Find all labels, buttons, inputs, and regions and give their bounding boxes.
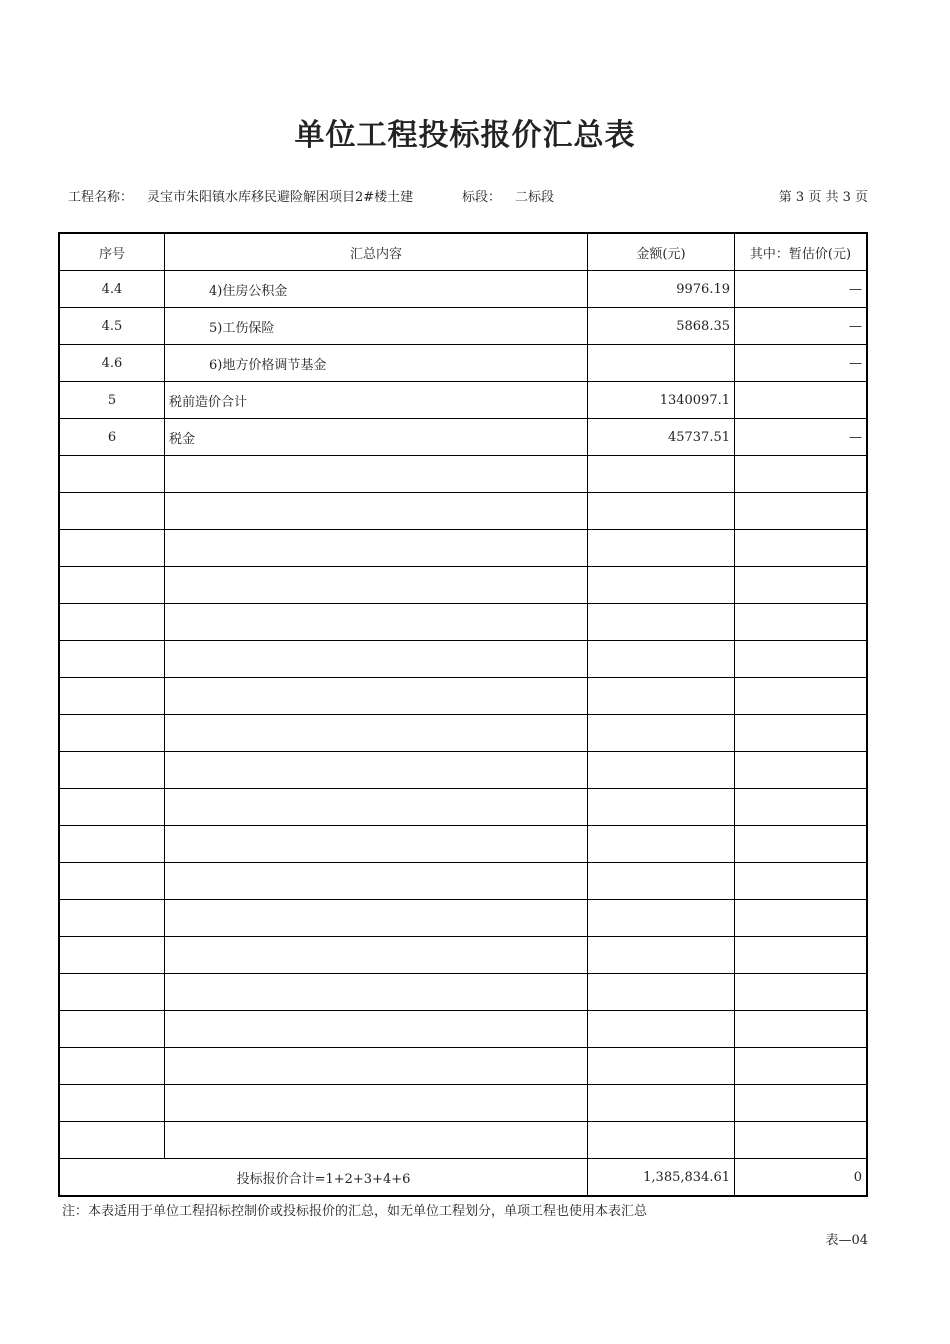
empty-cell <box>165 493 588 530</box>
empty-cell <box>60 900 165 937</box>
row-amount: 9976.19 <box>588 271 735 308</box>
empty-cell <box>735 937 867 974</box>
footnote: 注：本表适用于单位工程招标控制价或投标报价的汇总，如无单位工程划分，单项工程也使用本表汇总 <box>62 1204 648 1219</box>
empty-cell <box>588 456 735 493</box>
row-content: 税前造价合计 <box>165 382 588 419</box>
empty-cell <box>165 715 588 752</box>
section-label: 标段： <box>462 190 502 205</box>
empty-row <box>60 1011 866 1048</box>
row-content: 4)住房公积金 <box>165 271 588 308</box>
empty-cell <box>735 900 867 937</box>
empty-cell <box>165 826 588 863</box>
empty-row <box>60 1048 866 1085</box>
project-name: 灵宝市朱阳镇水库移民避险解困项目2#楼土建 <box>147 190 414 205</box>
empty-cell <box>165 456 588 493</box>
empty-cell <box>165 1011 588 1048</box>
empty-cell <box>735 789 867 826</box>
total-label: 投标报价合计=1+2+3+4+6 <box>60 1159 588 1196</box>
row-estimate: — <box>735 271 867 308</box>
row-no: 6 <box>60 419 165 456</box>
empty-row <box>60 678 866 715</box>
empty-cell <box>588 567 735 604</box>
empty-row <box>60 567 866 604</box>
empty-cell <box>60 789 165 826</box>
empty-cell <box>165 567 588 604</box>
empty-row <box>60 493 866 530</box>
page-info: 第 3 页 共 3 页 <box>778 190 868 205</box>
row-amount: 45737.51 <box>588 419 735 456</box>
empty-row <box>60 937 866 974</box>
empty-cell <box>735 678 867 715</box>
empty-cell <box>165 530 588 567</box>
empty-cell <box>60 1122 165 1159</box>
summary-table <box>58 232 868 1197</box>
project-label: 工程名称： <box>68 190 134 205</box>
empty-cell <box>60 752 165 789</box>
empty-cell <box>588 900 735 937</box>
empty-row <box>60 715 866 752</box>
empty-cell <box>588 604 735 641</box>
row-no: 4.4 <box>60 271 165 308</box>
total-estimate: 0 <box>735 1159 867 1196</box>
header-no: 序号 <box>60 234 165 271</box>
empty-cell <box>60 715 165 752</box>
empty-cell <box>165 678 588 715</box>
section-info <box>462 186 554 205</box>
empty-cell <box>60 937 165 974</box>
empty-cell <box>165 789 588 826</box>
total-amount: 1,385,834.61 <box>588 1159 735 1196</box>
empty-cell <box>60 604 165 641</box>
empty-cell <box>588 641 735 678</box>
row-estimate: — <box>735 345 867 382</box>
empty-cell <box>60 1011 165 1048</box>
empty-cell <box>165 604 588 641</box>
empty-row <box>60 863 866 900</box>
empty-cell <box>588 789 735 826</box>
empty-cell <box>165 863 588 900</box>
row-no: 5 <box>60 382 165 419</box>
row-estimate <box>735 382 867 419</box>
row-content: 税金 <box>165 419 588 456</box>
empty-cell <box>60 456 165 493</box>
empty-row <box>60 456 866 493</box>
row-amount: 5868.35 <box>588 308 735 345</box>
project-info <box>68 186 413 205</box>
section-name: 二标段 <box>515 190 555 205</box>
row-amount <box>588 345 735 382</box>
empty-cell <box>735 493 867 530</box>
empty-cell <box>735 715 867 752</box>
table-row <box>60 382 866 419</box>
empty-cell <box>735 1011 867 1048</box>
empty-cell <box>735 641 867 678</box>
table-header-row <box>60 234 866 271</box>
empty-cell <box>165 752 588 789</box>
empty-cell <box>588 1122 735 1159</box>
empty-cell <box>60 567 165 604</box>
empty-cell <box>588 1048 735 1085</box>
empty-row <box>60 530 866 567</box>
empty-cell <box>60 1048 165 1085</box>
empty-cell <box>588 863 735 900</box>
table-row <box>60 419 866 456</box>
empty-cell <box>60 493 165 530</box>
table-row <box>60 345 866 382</box>
empty-cell <box>60 641 165 678</box>
empty-cell <box>588 678 735 715</box>
total-row <box>60 1159 866 1196</box>
empty-cell <box>735 1122 867 1159</box>
empty-cell <box>588 493 735 530</box>
row-estimate: — <box>735 419 867 456</box>
table-row <box>60 308 866 345</box>
empty-cell <box>735 456 867 493</box>
empty-cell <box>60 678 165 715</box>
row-amount: 1340097.1 <box>588 382 735 419</box>
header-estimate: 其中：暂估价(元) <box>735 234 867 271</box>
empty-cell <box>735 530 867 567</box>
empty-cell <box>165 1048 588 1085</box>
header-amount: 金额(元) <box>588 234 735 271</box>
empty-cell <box>165 900 588 937</box>
empty-cell <box>60 826 165 863</box>
row-content: 6)地方价格调节基金 <box>165 345 588 382</box>
empty-cell <box>735 863 867 900</box>
empty-cell <box>588 752 735 789</box>
row-no: 4.6 <box>60 345 165 382</box>
empty-row <box>60 1085 866 1122</box>
page-title: 单位工程投标报价汇总表 <box>294 118 636 153</box>
empty-row <box>60 789 866 826</box>
empty-cell <box>735 752 867 789</box>
empty-row <box>60 604 866 641</box>
empty-cell <box>588 826 735 863</box>
empty-row <box>60 752 866 789</box>
empty-cell <box>588 1085 735 1122</box>
empty-row <box>60 974 866 1011</box>
empty-row <box>60 1122 866 1159</box>
empty-cell <box>588 530 735 567</box>
empty-cell <box>735 826 867 863</box>
empty-cell <box>165 974 588 1011</box>
empty-cell <box>588 1011 735 1048</box>
empty-row <box>60 900 866 937</box>
empty-cell <box>165 937 588 974</box>
empty-cell <box>588 937 735 974</box>
empty-cell <box>165 641 588 678</box>
empty-cell <box>60 974 165 1011</box>
row-no: 4.5 <box>60 308 165 345</box>
row-content: 5)工伤保险 <box>165 308 588 345</box>
empty-cell <box>165 1122 588 1159</box>
empty-cell <box>60 863 165 900</box>
empty-row <box>60 641 866 678</box>
empty-cell <box>735 604 867 641</box>
empty-cell <box>60 1085 165 1122</box>
empty-cell <box>735 974 867 1011</box>
row-estimate: — <box>735 308 867 345</box>
empty-cell <box>60 530 165 567</box>
empty-cell <box>735 1048 867 1085</box>
empty-cell <box>735 1085 867 1122</box>
empty-cell <box>588 715 735 752</box>
empty-cell <box>165 1085 588 1122</box>
table-row <box>60 271 866 308</box>
form-number: 表—04 <box>825 1233 868 1248</box>
empty-cell <box>588 974 735 1011</box>
header-content: 汇总内容 <box>165 234 588 271</box>
empty-row <box>60 826 866 863</box>
empty-cell <box>735 567 867 604</box>
